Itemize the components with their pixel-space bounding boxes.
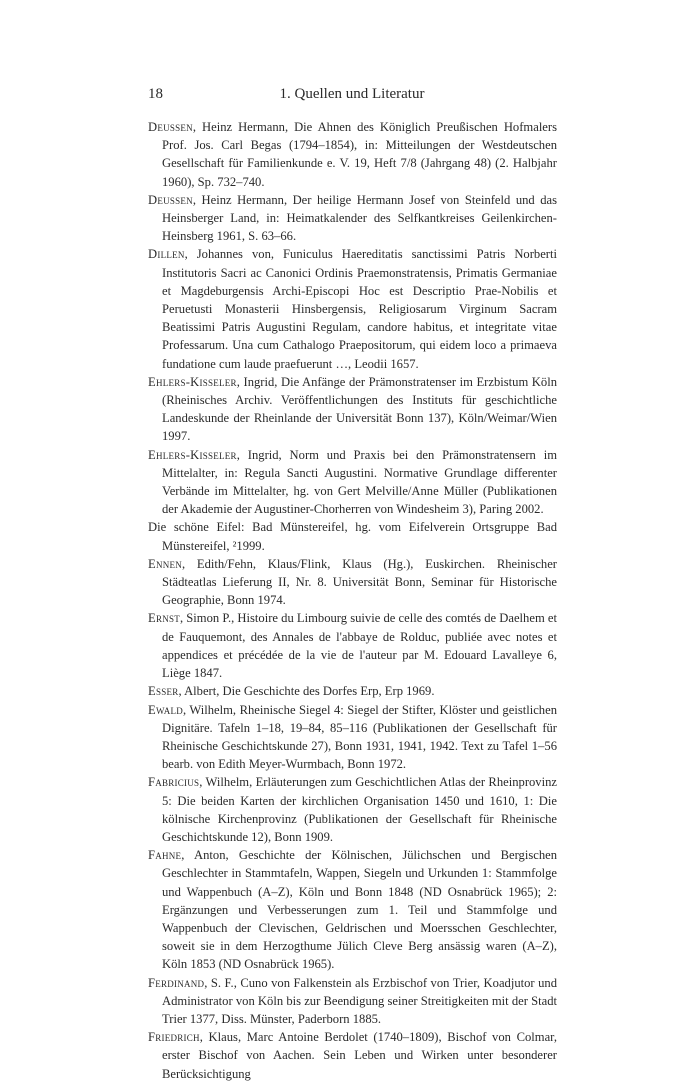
- bibliography-entry: [148, 191, 557, 246]
- entry-text: , Anton, Geschichte der Kölnischen, Jülichschen und Bergischen Geschlechter in Stammtafeln, Wappen, Siegeln und Urkunden 1: Stammfolge und Wappenbuch (A–Z), Köln und Bonn 1848 (ND Osnabrück 1965); 2: Ergänzungen und Verbesserungen zum 1. Teil und Stammfolge und Wappenbuch der Clevischen, Geldrischen und Moersschen Geschlechter, soweit sie in dem Herzogthume Jülich Cleve Berg ansässig waren (A–Z), Köln 1853 (ND Osnabrück 1965).: [162, 848, 557, 972]
- bibliography-entry: [148, 446, 557, 519]
- entry-text: , Klaus, Marc Antoine Berdolet (1740–1809), Bischof von Colmar, erster Bischof von Aachen. Sein Leben und Wirken unter besonderer Berücksichtigung: [162, 1030, 557, 1081]
- entry-author: Ferdinand: [148, 975, 205, 990]
- bibliography-entry: [148, 118, 557, 191]
- bibliography-entry: [148, 1028, 557, 1083]
- entry-text: , Heinz Hermann, Der heilige Hermann Josef von Steinfeld und das Heinsberger Land, in: Heimatkalender des Selfkantkreises Geilenkirchen-Heinsberg 1961, S. 63–66.: [162, 192, 557, 244]
- entry-author: Ehlers-Kisseler: [148, 447, 237, 462]
- bibliography-entry: [148, 609, 557, 682]
- entry-author: Esser: [148, 684, 179, 699]
- bibliography-list: [148, 118, 557, 1083]
- entry-text: , Ingrid, Norm und Praxis bei den Prämonstratensern im Mittelalter, in: Regula Sancti Augustini. Normative Grundlage differenter Verbände im Mittelalter, hg. von Gert Melville/Anne Müller (Publikationen der Akademie der Augustiner-Chorherren von Windesheim 3), Paring 2002.: [162, 447, 557, 517]
- entry-text: , Johannes von, Funiculus Haereditatis sanctissimi Patris Norberti Institutoris Sacri ac Canonici Ordinis Praemonstratensis, Primatis Germaniae et Magdeburgensis Archi-Episcopi Hoc est Descriptio Prae-Nobilis et Peruetusti Monasterii Hinsbergensis, Religiosarum Virginum Sacram Beatissimi Patris Augustini Regulam, candore habitus, et integritate vitae Professarum. Una cum Cathalogo Praepositorum, qui eidem loco a primaeva fundatione cum laude praefuerunt …, Leodii 1657.: [162, 247, 557, 371]
- entry-author: Fahne: [148, 848, 182, 863]
- entry-text: , Simon P., Histoire du Limbourg suivie de celle des comtés de Daelhem et de Fauquemont, des Annales de l'abbaye de Rolduc, publiée avec notes et appendices et précédée de la vie de l'auteur par M. Edouard Lavalleye 6, Liège 1847.: [162, 611, 557, 681]
- entry-author: Deussen: [148, 192, 193, 207]
- page-number: 18: [148, 86, 163, 102]
- bibliography-entry: [148, 846, 557, 973]
- entry-text: , S. F., Cuno von Falkenstein als Erzbischof von Trier, Koadjutor und Administrator von Köln bis zur Beendigung seiner Streitigkeiten mit der Stadt Trier 1377, Diss. Münster, Paderborn 1885.: [162, 975, 557, 1026]
- entry-text: , Wilhelm, Erläuterungen zum Geschichtlichen Atlas der Rheinprovinz 5: Die beiden Karten der kirchlichen Organisation 1450 und 1610, 1: Die kölnische Kirchenprovinz (Publikationen der Gesellschaft für Rheinische Geschichtskunde 12), Bonn 1909.: [162, 775, 557, 844]
- entry-author: Dillen: [148, 247, 185, 262]
- bibliography-entry: [148, 555, 557, 610]
- running-title: 1. Quellen und Literatur: [279, 86, 425, 102]
- entry-author: Deussen: [148, 120, 193, 134]
- bibliography-entry: [148, 701, 557, 774]
- page-header: [148, 82, 556, 106]
- entry-text: , Albert, Die Geschichte des Dorfes Erp, Erp 1969.: [178, 684, 435, 699]
- entry-author: Fabricius: [148, 775, 200, 790]
- entry-author: Ernst: [148, 611, 180, 626]
- entry-text: , Wilhelm, Rheinische Siegel 4: Siegel der Stifter, Klöster und geistlichen Dignitäre. Tafeln 1–18, 19–84, 85–116 (Publikationen der Gesellschaft für Rheinische Geschichtskunde 27), Bonn 1931, 1941, 1942. Text zu Tafel 1–56 bearb. von Edith Meyer-Wurmbach, Bonn 1972.: [162, 702, 557, 772]
- entry-text: , Edith/Fehn, Klaus/Flink, Klaus (Hg.), Euskirchen. Rheinischer Städteatlas Lieferung II, Nr. 8. Universität Bonn, Seminar für Historische Geographie, Bonn 1974.: [162, 556, 557, 608]
- entry-text: Die schöne Eifel: Bad Münstereifel, hg. vom Eifelverein Ortsgruppe Bad Münstereifel, ²1999.: [148, 520, 557, 553]
- bibliography-entry: [148, 773, 557, 846]
- bibliography-entry: [148, 682, 557, 700]
- entry-author: Friedrich: [148, 1030, 200, 1045]
- entry-text: , Heinz Hermann, Die Ahnen des Königlich Preußischen Hofmalers Prof. Jos. Carl Begas (1794–1854), in: Mitteilungen der Westdeutschen Gesellschaft für Familienkunde e. V. 19, Heft 7/8 (Jahrgang 48) (2. Halbjahr 1960), Sp. 732–740.: [162, 120, 557, 189]
- bibliography-entry: [148, 518, 557, 554]
- entry-author: Ehlers-Kisseler: [148, 374, 237, 389]
- entry-author: Ewald: [148, 702, 183, 717]
- bibliography-entry: [148, 245, 557, 372]
- entry-author: Ennen: [148, 556, 182, 571]
- entry-text: , Ingrid, Die Anfänge der Prämonstratenser im Erzbistum Köln (Rheinisches Archiv. Veröffentlichungen des Instituts für geschichtliche Landeskunde der Rheinlande der Universität Bonn 137), Köln/Weimar/Wien 1997.: [162, 374, 557, 444]
- bibliography-entry: [148, 373, 557, 446]
- bibliography-entry: [148, 974, 557, 1029]
